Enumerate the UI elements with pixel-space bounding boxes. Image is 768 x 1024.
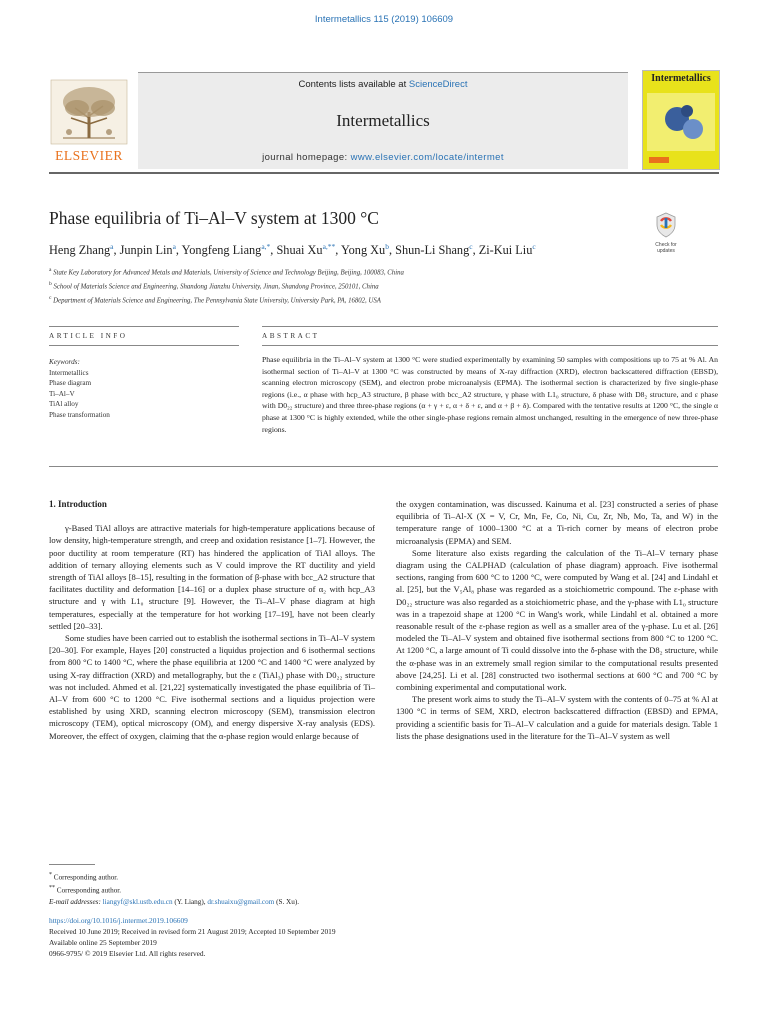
- author-affiliation-marker[interactable]: a: [110, 242, 114, 251]
- email-link-liang[interactable]: liangyf@skl.ustb.edu.cn: [102, 897, 173, 906]
- corresponding-author-footnote: ** Corresponding author.: [49, 885, 122, 895]
- author-affiliation-marker[interactable]: c: [469, 242, 473, 251]
- check-for-updates-badge[interactable]: [648, 212, 684, 252]
- cover-art-icon: [643, 71, 719, 169]
- received-dates: Received 10 June 2019; Received in revised form 21 August 2019; Accepted 10 September 2019: [49, 927, 336, 936]
- author-affiliation-marker[interactable]: a,*: [261, 242, 271, 251]
- affiliation-item: [49, 279, 649, 293]
- journal-reference[interactable]: Intermetallics 115 (2019) 106609: [314, 14, 454, 25]
- masthead-banner: [138, 73, 628, 169]
- email-footnote: [49, 897, 549, 908]
- introduction-heading: 1. Introduction: [49, 499, 107, 509]
- abstract-heading: ABSTRACT: [262, 332, 320, 340]
- author-list: [49, 242, 649, 258]
- abstract-rule-2: [262, 345, 718, 346]
- affiliation-text: School of Materials Science and Engineering, Shandong Jianzhu University, Jinan, Shandong Province, 250101, China: [51, 283, 379, 291]
- article-info-rule-2: [49, 345, 239, 346]
- contents-prefix: Contents lists available at: [298, 79, 409, 90]
- affiliation-item: [49, 265, 649, 279]
- footnotes: [49, 870, 549, 908]
- masthead-bottom-rule: [49, 172, 719, 174]
- author-affiliation-marker[interactable]: b: [385, 242, 389, 251]
- check-for-updates-icon: [655, 212, 677, 238]
- author-separator: ,: [335, 243, 341, 258]
- article-title: Phase equilibria of Ti–Al–V system at 1300 °C: [49, 208, 379, 228]
- corresponding-author-1: Corresponding author.: [53, 873, 119, 882]
- sciencedirect-link[interactable]: ScienceDirect: [408, 79, 468, 90]
- author-name[interactable]: Zi-Kui Liu: [478, 243, 533, 258]
- author-separator: ,: [113, 243, 120, 258]
- article-info-rule: [49, 326, 239, 327]
- abstract-text: Phase equilibria in the Ti–Al–V system at 1300 °C were studied experimentally by examining 50 samples with compositions up to 75 at % Al. An isothermal section of Ti–Al–V at 1300 °C was constructed by means of X-ray diffraction (XRD), electron backscattered diffraction (EBSD), scanning electron microscopy (SEM), and electron probe microanalysis (EPMA). The isothermal section is characterized by five single-phase regions (i.e., α phase with hcp_A3 structure, β phase with bcc_A2 structure, γ phase with L1₀ structure, δ phase with D8₂ structure, and ε phase with D0₂₂ structure) and three three-phase regions (α + γ + ε, α + δ + ε, and α + β + δ). Compared with the tentative results at 1200 °C, the single α phase at 1300 °C is highly extended, while the other single-phase regions remain almost unchanged, resulting in the emergence of new three-phase regions.: [262, 355, 718, 434]
- available-online: Available online 25 September 2019: [49, 938, 157, 947]
- email-owner-xu: (S. Xu).: [274, 897, 300, 906]
- check-updates-line1: Check for: [655, 242, 677, 248]
- affiliation-item: [49, 293, 649, 307]
- publication-info: [49, 915, 549, 959]
- body-paragraph: γ-Based TiAl alloys are attractive materials for high-temperature applications because of low density, high-temperature strength, and creep and oxidation resistance [1–7]. However, the poor ductility at room temperature (RT) has hindered the application of TiAl alloys. The addition of ternary alloying elements such as V could improve the RT ductility and yield strength of TiAl alloys [8–15], resulting in the formation of β-phase with bcc_A2 structure that facilitates ductility and deformation [14–16] or a duplex phase structure of α₂ with hcp_A3 structure and γ with L1₀ structure [9]. However, the Ti–Al–V phase diagram at high temperatures, especially at the temperature for hot working [17–19], have not been clearly settled [20–33].: [49, 523, 375, 631]
- body-paragraph: The present work aims to study the Ti–Al–V system with the contents of 0–75 at % Al at 1300 °C in terms of SEM, XRD, electron backscattered diffraction (EBSD) and EPMA, providing a scientific basis for Ti–Al–V calculation and a guide for materials design. Table 1 lists the phase designations used in the literature for the Ti–Al–V system as well: [396, 694, 718, 741]
- author-name[interactable]: Yong Xu: [341, 243, 386, 258]
- author-name[interactable]: Yongfeng Liang: [181, 243, 262, 258]
- keyword-item: Phase diagram: [49, 379, 92, 387]
- keyword-item: TiAl alloy: [49, 400, 79, 408]
- affiliation-text: State Key Laboratory for Advanced Metals and Materials, University of Science and Technology Beijing, Beijing, 100083, China: [51, 269, 404, 277]
- keyword-item: Ti–Al–V: [49, 389, 75, 398]
- affiliation-marker: a: [49, 267, 52, 273]
- homepage-prefix: journal homepage:: [262, 152, 351, 163]
- abstract-rule: [262, 326, 718, 327]
- article-info-heading: ARTICLE INFO: [49, 332, 128, 340]
- check-updates-line2: updates: [657, 247, 675, 254]
- author-affiliation-marker[interactable]: c: [532, 242, 536, 251]
- author-name[interactable]: Shun-Li Shang: [395, 243, 470, 258]
- email-owner-liang: (Y. Liang),: [172, 897, 208, 906]
- author-separator: ,: [388, 243, 396, 258]
- journal-cover-thumbnail[interactable]: [642, 70, 720, 170]
- email-label: E-mail addresses:: [49, 897, 103, 906]
- author-separator: ,: [472, 243, 479, 258]
- author-affiliation-marker[interactable]: a,**: [322, 242, 336, 251]
- keyword-item: Phase transformation: [49, 410, 110, 419]
- author-separator: ,: [270, 243, 277, 258]
- contents-line: [138, 79, 628, 90]
- journal-name: Intermetallics: [336, 111, 430, 130]
- cover-title: Intermetallics: [651, 73, 711, 84]
- homepage-link[interactable]: www.elsevier.com/locate/intermet: [350, 152, 504, 163]
- affiliation-list: [49, 265, 649, 306]
- keywords-block: [49, 357, 239, 420]
- publisher-wordmark: ELSEVIER: [55, 148, 123, 163]
- body-paragraph: Some literature also exists regarding the calculation of the Ti–Al–V ternary phase diagram using the CALPHAD (calculation of phase diagram) approach. Five isothermal sections, ranging from 600 °C to 1200 °C, were computed by Wang et al. [24] and Lindahl et al. [25], but the V₅Al₈ phase was regarded as a stoichiometric compound. The ε-phase with D0₂₂ structure was also regarded as a stoichiometric phase, and the γ-phase with L1₀ structure was in a trapezoid shape at 1200 °C in Wang's work, while Lindahl et al. obtained a more reasonable result of the ε-phase region as well as a smaller area of the γ-phase. Lu et al. [26] modeled the Ti–Al–V system and obtained five isothermal sections from 800 °C to 1200 °C. At 1200 °C, a large amount of Ti could dissolve into the δ-phase with the D8₂ structure, while the α-phase was in an extremely small region similar to the computational results presented above [24,25]. Li et al. [28] constructed two isothermal sections at 600 °C and 700 °C by combining experimental and computational work.: [396, 547, 718, 693]
- email-link-xu[interactable]: dr.shuaixu@gmail.com: [207, 897, 275, 906]
- affiliation-marker: b: [49, 280, 52, 287]
- keywords-label: Keywords:: [49, 358, 80, 366]
- author-affiliation-marker[interactable]: a: [172, 242, 176, 251]
- doi-link[interactable]: https://doi.org/10.1016/j.intermet.2019.106609: [49, 916, 188, 925]
- footnote-rule: [49, 864, 95, 865]
- journal-homepage-line: [138, 152, 628, 163]
- body-paragraph: the oxygen contamination, was discussed. Kainuma et al. [23] constructed a series of phase equilibria of Ti–Al-X (X = V, Cr, Mn, Fe, Co, Ni, Cu, Zr, Nb, Mo, Ta, and W) in the temperature range of 1000–1300 °C at a Ti-rich corner by means of electron probe microanalysis (EPMA) and SEM.: [396, 499, 718, 546]
- author-separator: ,: [175, 243, 182, 258]
- keyword-item: Intermetallics: [49, 368, 89, 377]
- author-name[interactable]: Junpin Lin: [119, 243, 173, 258]
- body-column-left: [49, 498, 375, 742]
- affiliation-marker: c: [49, 294, 52, 301]
- author-name[interactable]: Heng Zhang: [49, 243, 111, 258]
- corresponding-author-footnote: * Corresponding author.: [49, 872, 119, 882]
- author-name[interactable]: Shuai Xu: [276, 243, 323, 258]
- copyright-line: 0966-9795/ © 2019 Elsevier Ltd. All rights reserved.: [49, 949, 206, 958]
- abstract-bottom-rule: [49, 466, 718, 467]
- corresponding-author-2: Corresponding author.: [56, 886, 122, 895]
- affiliation-text: Department of Materials Science and Engineering, The Pennsylvania State University, University Park, PA, 16802, USA: [51, 296, 381, 304]
- body-column-right: [396, 498, 718, 742]
- body-paragraph: Some studies have been carried out to establish the isothermal sections in Ti–Al–V system [20–30]. For example, Hayes [20] constructed a liquidus projection and 6 isothermal sections from 800 °C to 1400 °C, where the phase equilibria at 1200 °C and 1400 °C were analyzed by using X-ray diffraction (XRD) and metallography, but the ε (TiAl₃) phase with D0₂₂ structure was not included. Ahmed et al. [21,22] systematically investigated the phase equilibria of Ti–Al–V from 600 °C to 1200 °C. Five isothermal sections and a liquidus projection were established by using XRD, scanning electron microscopy (SEM), transmission electron microscopy (TEM), optical microscopy (OM), and energy dispersive X-ray analysis (EDS). Moreover, the effect of oxygen, claiming that the α-phase region would enlarge because of: [49, 633, 375, 741]
